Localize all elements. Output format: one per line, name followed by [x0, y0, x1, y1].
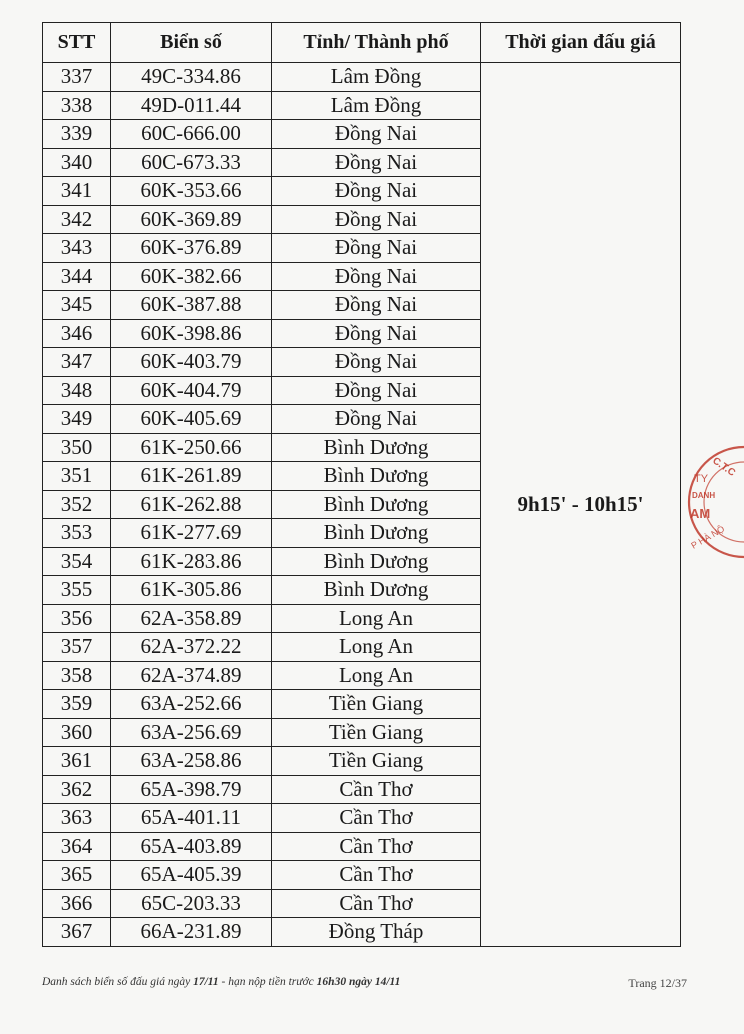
stt-cell: 340 [43, 148, 111, 177]
svg-text:DANH: DANH [692, 491, 716, 500]
plate-number-cell: 60C-673.33 [111, 148, 272, 177]
stt-cell: 365 [43, 861, 111, 890]
stt-cell: 341 [43, 177, 111, 206]
plate-auction-table [42, 22, 681, 947]
stt-cell: 349 [43, 405, 111, 434]
stt-cell: 347 [43, 348, 111, 377]
stt-cell: 346 [43, 319, 111, 348]
stt-cell: 337 [43, 63, 111, 92]
header-stt: STT [43, 23, 111, 63]
stt-cell: 362 [43, 775, 111, 804]
plate-number-cell: 65A-403.89 [111, 832, 272, 861]
stt-cell: 363 [43, 804, 111, 833]
stt-cell: 355 [43, 576, 111, 605]
province-cell: Đồng Nai [272, 148, 481, 177]
province-cell: Đồng Nai [272, 262, 481, 291]
plate-number-cell: 66A-231.89 [111, 918, 272, 947]
province-cell: Đồng Nai [272, 319, 481, 348]
stt-cell: 364 [43, 832, 111, 861]
province-cell: Lâm Đồng [272, 91, 481, 120]
stt-cell: 350 [43, 433, 111, 462]
province-cell: Long An [272, 604, 481, 633]
plate-number-cell: 49C-334.86 [111, 63, 272, 92]
plate-number-cell: 60K-398.86 [111, 319, 272, 348]
plate-number-cell: 60K-387.88 [111, 291, 272, 320]
footer-deadline: 16h30 ngày 14/11 [316, 976, 401, 988]
plate-number-cell: 65C-203.33 [111, 889, 272, 918]
svg-text:TY: TY [694, 473, 709, 485]
plate-number-cell: 60K-369.89 [111, 205, 272, 234]
province-cell: Đồng Nai [272, 405, 481, 434]
stt-cell: 367 [43, 918, 111, 947]
footer-note [42, 976, 400, 988]
company-seal-stamp [682, 432, 744, 572]
province-cell: Đồng Nai [272, 291, 481, 320]
plate-number-cell: 62A-358.89 [111, 604, 272, 633]
stt-cell: 352 [43, 490, 111, 519]
plate-number-cell: 65A-398.79 [111, 775, 272, 804]
plate-number-cell: 61K-277.69 [111, 519, 272, 548]
footer-auction-date: 17/11 [193, 976, 219, 988]
province-cell: Đồng Nai [272, 234, 481, 263]
stt-cell: 357 [43, 633, 111, 662]
province-cell: Cần Thơ [272, 804, 481, 833]
table-body [43, 63, 681, 947]
plate-number-cell: 61K-283.86 [111, 547, 272, 576]
plate-number-cell: 63A-252.66 [111, 690, 272, 719]
province-cell: Cần Thơ [272, 861, 481, 890]
plate-number-cell: 63A-258.86 [111, 747, 272, 776]
province-cell: Đồng Tháp [272, 918, 481, 947]
province-cell: Lâm Đồng [272, 63, 481, 92]
province-cell: Bình Dương [272, 547, 481, 576]
stt-cell: 360 [43, 718, 111, 747]
province-cell: Long An [272, 661, 481, 690]
stt-cell: 348 [43, 376, 111, 405]
plate-number-cell: 60K-405.69 [111, 405, 272, 434]
province-cell: Đồng Nai [272, 205, 481, 234]
stt-cell: 338 [43, 91, 111, 120]
svg-text:AM: AM [690, 506, 711, 521]
province-cell: Tiền Giang [272, 690, 481, 719]
province-cell: Đồng Nai [272, 376, 481, 405]
stt-cell: 343 [43, 234, 111, 263]
province-cell: Bình Dương [272, 519, 481, 548]
plate-number-cell: 60K-404.79 [111, 376, 272, 405]
page-number: Trang 12/37 [628, 976, 687, 990]
plate-number-cell: 61K-262.88 [111, 490, 272, 519]
stt-cell: 359 [43, 690, 111, 719]
stt-cell: 361 [43, 747, 111, 776]
plate-number-cell: 60K-403.79 [111, 348, 272, 377]
province-cell: Long An [272, 633, 481, 662]
stt-cell: 366 [43, 889, 111, 918]
province-cell: Bình Dương [272, 433, 481, 462]
stt-cell: 354 [43, 547, 111, 576]
plate-number-cell: 61K-305.86 [111, 576, 272, 605]
seal-icon [682, 432, 744, 572]
stt-cell: 339 [43, 120, 111, 149]
footer-text-mid: - hạn nộp tiền trước [221, 976, 314, 988]
plate-number-cell: 63A-256.69 [111, 718, 272, 747]
plate-number-cell: 60K-382.66 [111, 262, 272, 291]
table-row [43, 63, 681, 92]
stt-cell: 358 [43, 661, 111, 690]
plate-number-cell: 61K-261.89 [111, 462, 272, 491]
plate-number-cell: 60K-376.89 [111, 234, 272, 263]
province-cell: Bình Dương [272, 576, 481, 605]
province-cell: Bình Dương [272, 462, 481, 491]
province-cell: Đồng Nai [272, 120, 481, 149]
header-auction-time: Thời gian đấu giá [481, 23, 681, 63]
province-cell: Tiền Giang [272, 747, 481, 776]
auction-time-cell: 9h15' - 10h15' [481, 63, 681, 947]
plate-number-cell: 60C-666.00 [111, 120, 272, 149]
plate-number-cell: 60K-353.66 [111, 177, 272, 206]
plate-number-cell: 62A-374.89 [111, 661, 272, 690]
header-province: Tỉnh/ Thành phố [272, 23, 481, 63]
table-header-row [43, 23, 681, 63]
footer-text-prefix: Danh sách biển số đấu giá ngày [42, 976, 191, 988]
province-cell: Đồng Nai [272, 348, 481, 377]
province-cell: Cần Thơ [272, 832, 481, 861]
stt-cell: 353 [43, 519, 111, 548]
svg-text:C.T.C: C.T.C [710, 455, 738, 479]
plate-number-cell: 65A-401.11 [111, 804, 272, 833]
stt-cell: 356 [43, 604, 111, 633]
province-cell: Tiền Giang [272, 718, 481, 747]
plate-number-cell: 65A-405.39 [111, 861, 272, 890]
province-cell: Cần Thơ [272, 889, 481, 918]
stt-cell: 342 [43, 205, 111, 234]
province-cell: Bình Dương [272, 490, 481, 519]
plate-number-cell: 49D-011.44 [111, 91, 272, 120]
stt-cell: 351 [43, 462, 111, 491]
header-plate: Biển số [111, 23, 272, 63]
province-cell: Cần Thơ [272, 775, 481, 804]
plate-number-cell: 62A-372.22 [111, 633, 272, 662]
stt-cell: 344 [43, 262, 111, 291]
svg-text:P HÀ NỘ: P HÀ NỘ [689, 523, 727, 551]
stt-cell: 345 [43, 291, 111, 320]
province-cell: Đồng Nai [272, 177, 481, 206]
plate-number-cell: 61K-250.66 [111, 433, 272, 462]
